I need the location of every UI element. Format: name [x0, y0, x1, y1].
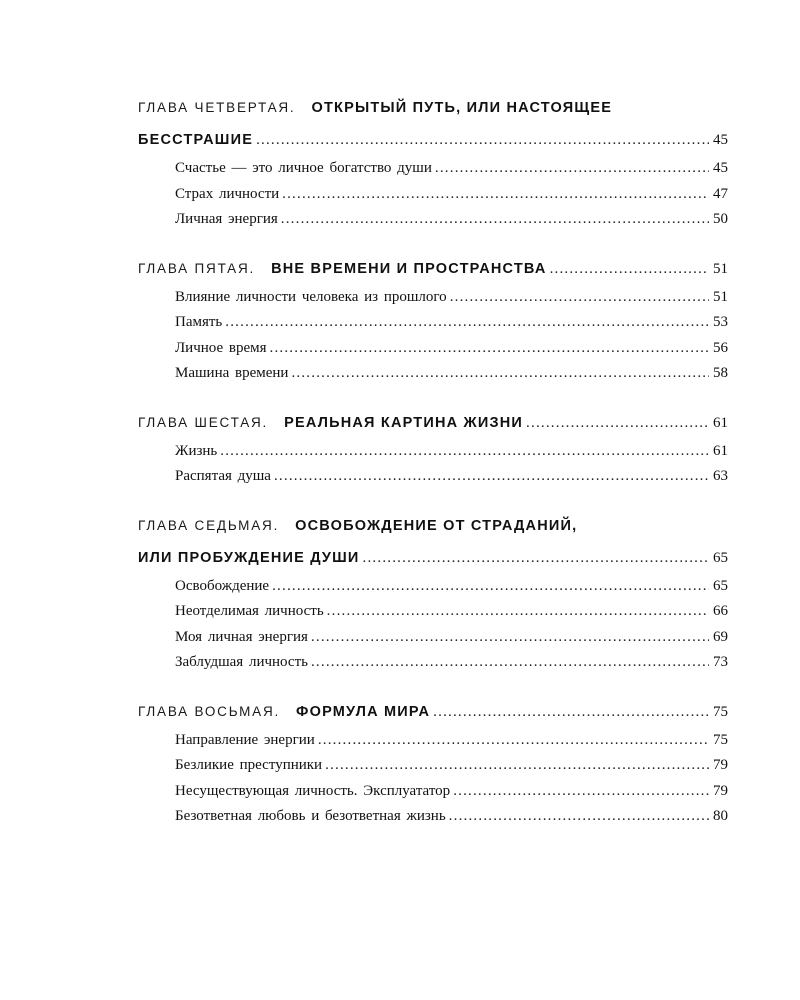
chapter-page-number: 51: [713, 260, 728, 277]
entry-title: Распятая душа: [175, 468, 271, 484]
entry-title: Моя личная энергия: [175, 628, 308, 645]
entry-page-number: 51: [713, 288, 728, 305]
dot-leader: [526, 407, 709, 439]
chapter-label: ГЛАВА СЕДЬМАЯ.: [138, 517, 280, 533]
dot-leader: [363, 542, 709, 574]
dot-leader: [270, 336, 710, 362]
chapter-label: ГЛАВА ВОСЬМАЯ.: [138, 703, 281, 719]
dot-leader: [318, 728, 709, 754]
chapter-6: [138, 407, 728, 490]
dot-leader: [433, 696, 709, 728]
entry-title: Несуществующая личность. Эксплуататор: [175, 782, 451, 799]
entry-title: Страх личности: [175, 185, 280, 202]
chapter-heading[interactable]: [138, 696, 728, 728]
entry-page-number: 73: [713, 654, 728, 670]
entry-page-number: 61: [713, 442, 728, 459]
dot-leader: [274, 464, 709, 490]
toc-entry[interactable]: [138, 650, 728, 676]
chapter-heading[interactable]: [138, 92, 728, 124]
chapter-heading[interactable]: [138, 510, 728, 542]
entry-page-number: 63: [713, 468, 728, 484]
entry-page-number: 53: [713, 314, 728, 330]
toc-entry[interactable]: [138, 574, 728, 600]
toc-entry[interactable]: [138, 804, 728, 830]
toc-entry[interactable]: [138, 464, 728, 490]
dot-leader: [453, 779, 709, 805]
dot-leader: [291, 361, 709, 387]
entry-page-number: 66: [713, 603, 728, 619]
chapter-label: ГЛАВА ЧЕТВЕРТАЯ.: [138, 100, 296, 115]
toc-entry[interactable]: [138, 207, 728, 233]
entry-page-number: 79: [713, 757, 728, 773]
entry-page-number: 79: [713, 782, 728, 799]
chapter-5: [138, 253, 728, 387]
entry-page-number: 65: [713, 577, 728, 594]
chapter-7: [138, 510, 728, 676]
chapter-heading[interactable]: [138, 407, 728, 439]
toc-entry[interactable]: [138, 439, 728, 465]
dot-leader: [449, 804, 709, 830]
entry-title: Личное время: [175, 339, 267, 356]
chapter-title-continued: БЕССТРАШИЕ: [138, 132, 254, 148]
entry-page-number: 45: [713, 160, 728, 176]
dot-leader: [311, 625, 709, 651]
dot-leader: [220, 439, 709, 465]
entry-title: Заблудшая личность: [175, 654, 308, 670]
chapter-label: ГЛАВА ШЕСТАЯ.: [138, 414, 269, 430]
toc-entry[interactable]: [138, 728, 728, 754]
chapter-title: РЕАЛЬНАЯ КАРТИНА ЖИЗНИ: [284, 414, 524, 431]
entry-page-number: 56: [713, 339, 728, 356]
entry-title: Влияние личности человека из прошлого: [175, 288, 447, 305]
dot-leader: [311, 650, 709, 676]
entry-page-number: 69: [713, 628, 728, 645]
toc-entry[interactable]: [138, 779, 728, 805]
dot-leader: [325, 753, 709, 779]
toc-entry[interactable]: [138, 361, 728, 387]
entry-title: Безответная любовь и безответная жизнь: [175, 808, 446, 824]
toc-entry[interactable]: [138, 156, 728, 182]
entry-title: Безликие преступники: [175, 757, 323, 773]
chapter-title: ОСВОБОЖДЕНИЕ ОТ СТРАДАНИЙ,: [295, 517, 578, 534]
chapter-8: [138, 696, 728, 830]
dot-leader: [450, 285, 709, 311]
toc-entry[interactable]: [138, 285, 728, 311]
chapter-title: ВНЕ ВРЕМЕНИ И ПРОСТРАНСТВА: [271, 260, 547, 277]
dot-leader: [225, 310, 709, 336]
chapter-label: ГЛАВА ПЯТАЯ.: [138, 260, 256, 276]
entry-title: Жизнь: [175, 442, 218, 459]
toc-entry[interactable]: [138, 310, 728, 336]
chapter-page-number: 75: [713, 703, 728, 720]
chapter-heading-continued[interactable]: [138, 542, 728, 574]
chapter-title: ФОРМУЛА МИРА: [296, 703, 431, 720]
entry-page-number: 47: [713, 185, 728, 202]
entry-page-number: 50: [713, 211, 728, 227]
toc-entry[interactable]: [138, 336, 728, 362]
chapter-page-number: 65: [713, 549, 728, 566]
dot-leader: [550, 253, 709, 285]
entry-title: Машина времени: [175, 365, 289, 381]
chapter-4: [138, 92, 728, 233]
chapter-page-number: 45: [713, 132, 728, 148]
entry-page-number: 75: [713, 731, 728, 748]
entry-title: Счастье — это личное богатство души: [175, 160, 432, 176]
entry-title: Неотделимая личность: [175, 603, 324, 619]
chapter-title-continued: ИЛИ ПРОБУЖДЕНИЕ ДУШИ: [138, 549, 360, 566]
table-of-contents: [138, 92, 728, 850]
entry-title: Направление энергии: [175, 731, 315, 748]
dot-leader: [327, 599, 709, 625]
toc-entry[interactable]: [138, 182, 728, 208]
entry-page-number: 80: [713, 808, 728, 824]
dot-leader: [435, 156, 709, 182]
entry-title: Память: [175, 314, 223, 330]
dot-leader: [256, 124, 709, 156]
entry-page-number: 58: [713, 365, 728, 381]
chapter-heading-continued[interactable]: [138, 124, 728, 156]
entry-title: Освобождение: [175, 577, 270, 594]
toc-entry[interactable]: [138, 753, 728, 779]
chapter-page-number: 61: [713, 414, 728, 431]
dot-leader: [282, 182, 709, 208]
dot-leader: [272, 574, 709, 600]
chapter-heading[interactable]: [138, 253, 728, 285]
toc-entry[interactable]: [138, 625, 728, 651]
entry-title: Личная энергия: [175, 211, 278, 227]
toc-entry[interactable]: [138, 599, 728, 625]
dot-leader: [281, 207, 709, 233]
chapter-title: ОТКРЫТЫЙ ПУТЬ, ИЛИ НАСТОЯЩЕЕ: [311, 100, 613, 116]
